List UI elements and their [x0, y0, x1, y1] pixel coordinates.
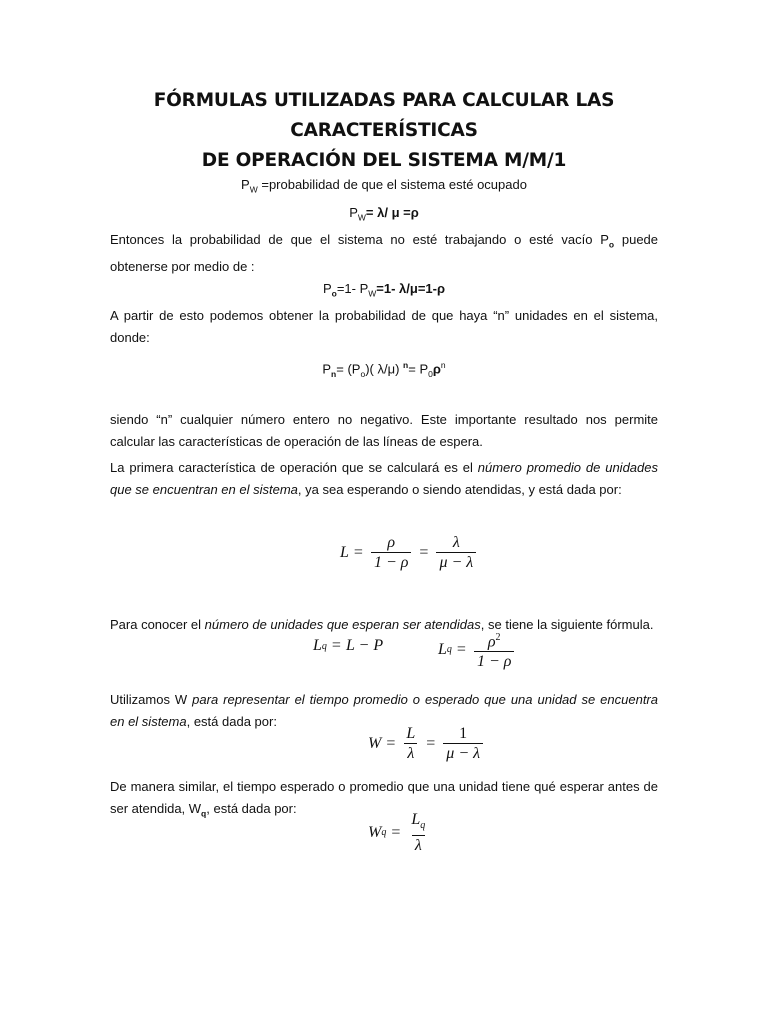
- paragraph-W: Utilizamos W para representar el tiempo promedio o esperado que una unidad se encuentra en el sistema, está dada por:: [110, 692, 658, 729]
- pw-definition: $P_W$ =probabilidad de que el sistema esté ocupado: [241, 177, 527, 195]
- pw-equation: $P_W= \lambda/$ μ =ρ: [349, 205, 419, 223]
- equation-W: W = $\frac{L}{\lambda}$ = $\frac{1}{\mu - \lambda}$: [368, 724, 486, 763]
- equation-Wq: W q = $\frac{L_q}{\lambda}$: [368, 811, 426, 855]
- paragraph-n-units: A partir de esto podemos obtener la probabilidad de que haya “n” unidades en el sistema, donde:: [110, 308, 658, 345]
- document-title: [60, 86, 708, 176]
- title-line-2: DE OPERACIÓN DEL SISTEMA M/M/1: [201, 150, 567, 171]
- p0-equation: $P_o=1-$ $P_W=1-$ λ/μ=1-ρ: [322, 281, 446, 299]
- paragraph-waiting-units: Para conocer el número de unidades que esperan ser atendidas, se tiene la siguiente fórmula.: [110, 617, 654, 632]
- paragraph-nonnegative: siendo “n” cualquier número entero no negativo. Este importante resultado nos permite calcular las características de operación de las líneas de espera.: [110, 412, 658, 449]
- title-line-1: FÓRMULAS UTILIZADAS PARA CALCULAR LAS CARACTERÍSTICAS: [153, 90, 615, 141]
- equation-Lq-rho: L q = $\frac{\rho^2}{1 - \rho}$: [438, 628, 517, 671]
- paragraph-empty-probability: Entonces la probabilidad de que el sistema no esté trabajando o esté vacío $P_o$ puede obtenerse por medio de :: [110, 232, 659, 275]
- paragraph-first-characteristic: La primera característica de operación que se calculará es el número promedio de unidades que se encuentran en el sistema, ya sea esperando o siendo atendidas, y está dada por:: [110, 460, 658, 497]
- equation-L: L = $\frac{\rho}{1 - \rho}$ = $\frac{\lambda}{\mu - \lambda}$: [340, 533, 479, 572]
- pn-equation: $P_n= (P_o)$( λ/μ) $^n= P_0\rho^n$: [322, 360, 446, 379]
- paragraph-Wq: De manera similar, el tiempo esperado o promedio que una unidad tiene qué esperar antes de ser atendida, $W_q$, está dada por:: [110, 779, 658, 819]
- equation-Lq-simple: L q = L − P: [313, 637, 384, 654]
